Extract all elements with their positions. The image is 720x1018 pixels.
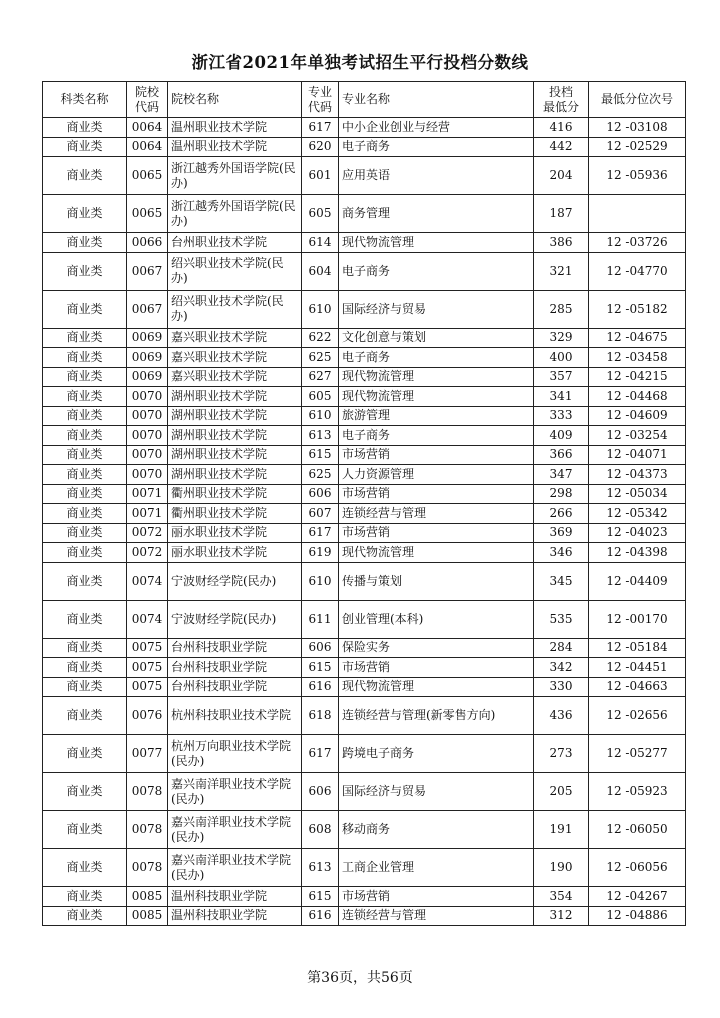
table-row <box>43 658 686 678</box>
table-row <box>43 638 686 658</box>
cell-school-name: 台州职业技术学院 <box>168 233 302 253</box>
cell-school-code: 0066 <box>127 233 168 253</box>
cell-school-name: 丽水职业技术学院 <box>168 523 302 543</box>
cell-major-name: 连锁经营与管理(新零售方向) <box>339 697 534 735</box>
cell-category: 商业类 <box>43 849 127 887</box>
cell-school-name: 温州职业技术学院 <box>168 118 302 138</box>
header-min-score: 投档 最低分 <box>534 82 589 118</box>
cell-category: 商业类 <box>43 445 127 465</box>
cell-school-code: 0070 <box>127 426 168 446</box>
cell-school-code: 0069 <box>127 348 168 368</box>
cell-category: 商业类 <box>43 328 127 348</box>
cell-category: 商业类 <box>43 387 127 407</box>
cell-major-code: 617 <box>302 118 339 138</box>
table-row <box>43 118 686 138</box>
cell-major-code: 620 <box>302 137 339 157</box>
cell-major-code: 610 <box>302 406 339 426</box>
cell-major-name: 市场营销 <box>339 445 534 465</box>
header-school-name: 院校名称 <box>168 82 302 118</box>
cell-min-score: 330 <box>534 677 589 697</box>
cell-major-code: 614 <box>302 233 339 253</box>
cell-min-rank: 12 -04373 <box>589 465 686 485</box>
cell-min-rank: 12 -03254 <box>589 426 686 446</box>
table-row <box>43 484 686 504</box>
cell-min-rank: 12 -03458 <box>589 348 686 368</box>
header-category: 科类名称 <box>43 82 127 118</box>
cell-school-code: 0072 <box>127 523 168 543</box>
table-row <box>43 387 686 407</box>
cell-school-code: 0065 <box>127 157 168 195</box>
cell-major-code: 625 <box>302 465 339 485</box>
cell-category: 商业类 <box>43 811 127 849</box>
table-row <box>43 137 686 157</box>
cell-school-name: 浙江越秀外国语学院(民办) <box>168 195 302 233</box>
cell-min-rank <box>589 195 686 233</box>
cell-major-name: 电子商务 <box>339 137 534 157</box>
cell-min-score: 436 <box>534 697 589 735</box>
cell-major-name: 商务管理 <box>339 195 534 233</box>
cell-school-code: 0064 <box>127 118 168 138</box>
cell-min-score: 366 <box>534 445 589 465</box>
cell-major-code: 601 <box>302 157 339 195</box>
cell-min-score: 187 <box>534 195 589 233</box>
cell-category: 商业类 <box>43 677 127 697</box>
cell-school-code: 0078 <box>127 811 168 849</box>
cell-min-score: 535 <box>534 600 589 638</box>
cell-major-code: 616 <box>302 677 339 697</box>
table-row <box>43 328 686 348</box>
cell-school-name: 衢州职业技术学院 <box>168 504 302 524</box>
cell-min-rank: 12 -04398 <box>589 543 686 563</box>
table-row <box>43 849 686 887</box>
cell-major-code: 610 <box>302 290 339 328</box>
cell-major-name: 国际经济与贸易 <box>339 290 534 328</box>
cell-min-rank: 12 -04609 <box>589 406 686 426</box>
cell-category: 商业类 <box>43 600 127 638</box>
table-row <box>43 426 686 446</box>
cell-major-name: 现代物流管理 <box>339 367 534 387</box>
cell-category: 商业类 <box>43 562 127 600</box>
table-row <box>43 233 686 253</box>
cell-min-rank: 12 -04770 <box>589 252 686 290</box>
cell-min-rank: 12 -02529 <box>589 137 686 157</box>
cell-min-rank: 12 -05342 <box>589 504 686 524</box>
cell-min-rank: 12 -00170 <box>589 600 686 638</box>
cell-major-code: 616 <box>302 906 339 926</box>
table-row <box>43 252 686 290</box>
cell-school-name: 宁波财经学院(民办) <box>168 562 302 600</box>
cell-school-code: 0067 <box>127 290 168 328</box>
cell-min-score: 285 <box>534 290 589 328</box>
page-footer: 第36页，共56页 <box>307 970 413 986</box>
cell-school-code: 0074 <box>127 562 168 600</box>
cell-category: 商业类 <box>43 773 127 811</box>
table-body <box>43 118 686 926</box>
cell-school-code: 0070 <box>127 445 168 465</box>
cell-min-score: 191 <box>534 811 589 849</box>
cell-school-code: 0070 <box>127 465 168 485</box>
cell-min-score: 273 <box>534 735 589 773</box>
cell-major-name: 创业管理(本科) <box>339 600 534 638</box>
cell-major-code: 615 <box>302 658 339 678</box>
cell-major-name: 保险实务 <box>339 638 534 658</box>
cell-min-score: 204 <box>534 157 589 195</box>
table-row <box>43 735 686 773</box>
cell-school-name: 绍兴职业技术学院(民办) <box>168 252 302 290</box>
cell-min-score: 321 <box>534 252 589 290</box>
cell-min-rank: 12 -04023 <box>589 523 686 543</box>
cell-major-code: 606 <box>302 484 339 504</box>
cell-major-code: 617 <box>302 735 339 773</box>
cell-school-name: 湖州职业技术学院 <box>168 445 302 465</box>
cell-school-name: 台州科技职业学院 <box>168 638 302 658</box>
cell-min-score: 347 <box>534 465 589 485</box>
table-row <box>43 677 686 697</box>
cell-category: 商业类 <box>43 157 127 195</box>
cell-min-score: 329 <box>534 328 589 348</box>
cell-category: 商业类 <box>43 348 127 368</box>
cell-min-score: 369 <box>534 523 589 543</box>
cell-school-name: 湖州职业技术学院 <box>168 387 302 407</box>
cell-min-score: 345 <box>534 562 589 600</box>
cell-school-name: 台州科技职业学院 <box>168 677 302 697</box>
cell-min-rank: 12 -05034 <box>589 484 686 504</box>
cell-school-name: 嘉兴职业技术学院 <box>168 367 302 387</box>
cell-school-code: 0069 <box>127 328 168 348</box>
cell-category: 商业类 <box>43 484 127 504</box>
cell-min-rank: 12 -03108 <box>589 118 686 138</box>
cell-min-score: 266 <box>534 504 589 524</box>
cell-school-name: 浙江越秀外国语学院(民办) <box>168 157 302 195</box>
table-row <box>43 773 686 811</box>
cell-major-name: 市场营销 <box>339 658 534 678</box>
cell-major-name: 国际经济与贸易 <box>339 773 534 811</box>
cell-school-name: 温州科技职业学院 <box>168 906 302 926</box>
cell-min-score: 354 <box>534 887 589 907</box>
cell-category: 商业类 <box>43 406 127 426</box>
cell-min-rank: 12 -05923 <box>589 773 686 811</box>
cell-category: 商业类 <box>43 658 127 678</box>
table-row <box>43 811 686 849</box>
cell-category: 商业类 <box>43 233 127 253</box>
cell-school-code: 0071 <box>127 484 168 504</box>
cell-min-score: 284 <box>534 638 589 658</box>
cell-category: 商业类 <box>43 367 127 387</box>
cell-school-name: 嘉兴南洋职业技术学院(民办) <box>168 849 302 887</box>
table-row <box>43 504 686 524</box>
cell-major-name: 电子商务 <box>339 252 534 290</box>
cell-school-name: 杭州科技职业技术学院 <box>168 697 302 735</box>
cell-school-name: 湖州职业技术学院 <box>168 465 302 485</box>
cell-min-score: 357 <box>534 367 589 387</box>
cell-min-score: 416 <box>534 118 589 138</box>
cell-min-rank: 12 -06056 <box>589 849 686 887</box>
cell-school-code: 0065 <box>127 195 168 233</box>
cell-school-code: 0085 <box>127 906 168 926</box>
cell-min-score: 342 <box>534 658 589 678</box>
cell-major-name: 现代物流管理 <box>339 233 534 253</box>
table-row <box>43 348 686 368</box>
cell-school-code: 0078 <box>127 773 168 811</box>
cell-major-name: 传播与策划 <box>339 562 534 600</box>
header-major-code: 专业 代码 <box>302 82 339 118</box>
cell-school-code: 0077 <box>127 735 168 773</box>
cell-min-rank: 12 -04451 <box>589 658 686 678</box>
cell-school-name: 温州职业技术学院 <box>168 137 302 157</box>
cell-min-score: 409 <box>534 426 589 446</box>
cell-school-code: 0071 <box>127 504 168 524</box>
cell-school-name: 台州科技职业学院 <box>168 658 302 678</box>
cell-category: 商业类 <box>43 735 127 773</box>
cell-category: 商业类 <box>43 887 127 907</box>
cell-min-rank: 12 -05182 <box>589 290 686 328</box>
cell-min-rank: 12 -05277 <box>589 735 686 773</box>
table-row <box>43 406 686 426</box>
cell-min-score: 386 <box>534 233 589 253</box>
cell-major-name: 移动商务 <box>339 811 534 849</box>
cell-category: 商业类 <box>43 137 127 157</box>
page-title: 浙江省2021年单独考试招生平行投档分数线 <box>191 53 529 72</box>
cell-school-name: 嘉兴南洋职业技术学院(民办) <box>168 773 302 811</box>
cell-category: 商业类 <box>43 118 127 138</box>
header-major-name: 专业名称 <box>339 82 534 118</box>
cell-category: 商业类 <box>43 426 127 446</box>
cell-min-score: 400 <box>534 348 589 368</box>
cell-min-score: 346 <box>534 543 589 563</box>
cell-school-code: 0064 <box>127 137 168 157</box>
cell-min-score: 442 <box>534 137 589 157</box>
cell-major-code: 615 <box>302 887 339 907</box>
cell-min-score: 190 <box>534 849 589 887</box>
cell-min-rank: 12 -04071 <box>589 445 686 465</box>
cell-school-code: 0076 <box>127 697 168 735</box>
cell-major-code: 610 <box>302 562 339 600</box>
cell-major-name: 旅游管理 <box>339 406 534 426</box>
cell-min-score: 333 <box>534 406 589 426</box>
cell-category: 商业类 <box>43 504 127 524</box>
cell-major-code: 619 <box>302 543 339 563</box>
header-min-rank: 最低分位次号 <box>589 82 686 118</box>
table-header-row <box>43 82 686 118</box>
cell-school-name: 湖州职业技术学院 <box>168 426 302 446</box>
cell-major-name: 电子商务 <box>339 348 534 368</box>
cell-major-name: 现代物流管理 <box>339 543 534 563</box>
cell-major-name: 电子商务 <box>339 426 534 446</box>
cell-school-name: 嘉兴南洋职业技术学院(民办) <box>168 811 302 849</box>
cell-min-rank: 12 -02656 <box>589 697 686 735</box>
table-row <box>43 562 686 600</box>
cell-major-name: 文化创意与策划 <box>339 328 534 348</box>
cell-category: 商业类 <box>43 465 127 485</box>
cell-min-rank: 12 -06050 <box>589 811 686 849</box>
cell-major-code: 604 <box>302 252 339 290</box>
cell-category: 商业类 <box>43 638 127 658</box>
cell-school-code: 0067 <box>127 252 168 290</box>
table-row <box>43 445 686 465</box>
cell-major-name: 市场营销 <box>339 887 534 907</box>
cell-major-code: 606 <box>302 773 339 811</box>
cell-school-name: 衢州职业技术学院 <box>168 484 302 504</box>
table-row <box>43 697 686 735</box>
cell-major-name: 市场营销 <box>339 523 534 543</box>
cell-major-code: 608 <box>302 811 339 849</box>
cell-min-rank: 12 -03726 <box>589 233 686 253</box>
table-row <box>43 523 686 543</box>
cell-school-name: 绍兴职业技术学院(民办) <box>168 290 302 328</box>
cell-category: 商业类 <box>43 290 127 328</box>
table-row <box>43 367 686 387</box>
cell-major-code: 622 <box>302 328 339 348</box>
cell-min-score: 312 <box>534 906 589 926</box>
cell-major-code: 613 <box>302 849 339 887</box>
cell-major-name: 人力资源管理 <box>339 465 534 485</box>
cell-min-score: 205 <box>534 773 589 811</box>
cell-school-code: 0069 <box>127 367 168 387</box>
cell-min-rank: 12 -04663 <box>589 677 686 697</box>
cell-major-code: 613 <box>302 426 339 446</box>
cell-category: 商业类 <box>43 543 127 563</box>
table-row <box>43 543 686 563</box>
cell-school-code: 0074 <box>127 600 168 638</box>
cell-major-name: 应用英语 <box>339 157 534 195</box>
cell-category: 商业类 <box>43 523 127 543</box>
cell-major-code: 605 <box>302 387 339 407</box>
cell-category: 商业类 <box>43 252 127 290</box>
cell-min-rank: 12 -04409 <box>589 562 686 600</box>
table-row <box>43 887 686 907</box>
cell-min-rank: 12 -04675 <box>589 328 686 348</box>
cell-major-name: 连锁经营与管理 <box>339 906 534 926</box>
cell-school-code: 0075 <box>127 677 168 697</box>
cell-major-code: 618 <box>302 697 339 735</box>
table-row <box>43 906 686 926</box>
cell-major-code: 625 <box>302 348 339 368</box>
cell-school-name: 杭州万向职业技术学院(民办) <box>168 735 302 773</box>
cell-major-name: 连锁经营与管理 <box>339 504 534 524</box>
table-row <box>43 290 686 328</box>
cell-major-code: 615 <box>302 445 339 465</box>
cell-major-name: 现代物流管理 <box>339 387 534 407</box>
cell-school-name: 嘉兴职业技术学院 <box>168 348 302 368</box>
table-row <box>43 157 686 195</box>
cell-min-score: 341 <box>534 387 589 407</box>
cell-school-code: 0085 <box>127 887 168 907</box>
cell-major-code: 627 <box>302 367 339 387</box>
cell-category: 商业类 <box>43 195 127 233</box>
cell-category: 商业类 <box>43 697 127 735</box>
cell-min-rank: 12 -05184 <box>589 638 686 658</box>
cell-min-rank: 12 -04468 <box>589 387 686 407</box>
cell-school-code: 0070 <box>127 387 168 407</box>
cell-category: 商业类 <box>43 906 127 926</box>
cell-major-code: 607 <box>302 504 339 524</box>
cell-school-code: 0075 <box>127 658 168 678</box>
cell-school-code: 0072 <box>127 543 168 563</box>
cell-min-rank: 12 -04886 <box>589 906 686 926</box>
cell-min-score: 298 <box>534 484 589 504</box>
cell-school-name: 宁波财经学院(民办) <box>168 600 302 638</box>
table-row <box>43 465 686 485</box>
cell-school-name: 温州科技职业学院 <box>168 887 302 907</box>
header-school-code: 院校 代码 <box>127 82 168 118</box>
cell-school-code: 0070 <box>127 406 168 426</box>
table-row <box>43 195 686 233</box>
score-table <box>42 81 686 926</box>
cell-major-name: 市场营销 <box>339 484 534 504</box>
cell-min-rank: 12 -05936 <box>589 157 686 195</box>
cell-major-name: 跨境电子商务 <box>339 735 534 773</box>
cell-school-code: 0078 <box>127 849 168 887</box>
cell-major-code: 606 <box>302 638 339 658</box>
cell-school-name: 嘉兴职业技术学院 <box>168 328 302 348</box>
cell-major-code: 611 <box>302 600 339 638</box>
cell-school-name: 湖州职业技术学院 <box>168 406 302 426</box>
cell-major-name: 工商企业管理 <box>339 849 534 887</box>
cell-min-rank: 12 -04267 <box>589 887 686 907</box>
cell-school-name: 丽水职业技术学院 <box>168 543 302 563</box>
cell-major-name: 中小企业创业与经营 <box>339 118 534 138</box>
cell-major-name: 现代物流管理 <box>339 677 534 697</box>
cell-min-rank: 12 -04215 <box>589 367 686 387</box>
table-row <box>43 600 686 638</box>
cell-school-code: 0075 <box>127 638 168 658</box>
cell-major-code: 605 <box>302 195 339 233</box>
cell-major-code: 617 <box>302 523 339 543</box>
